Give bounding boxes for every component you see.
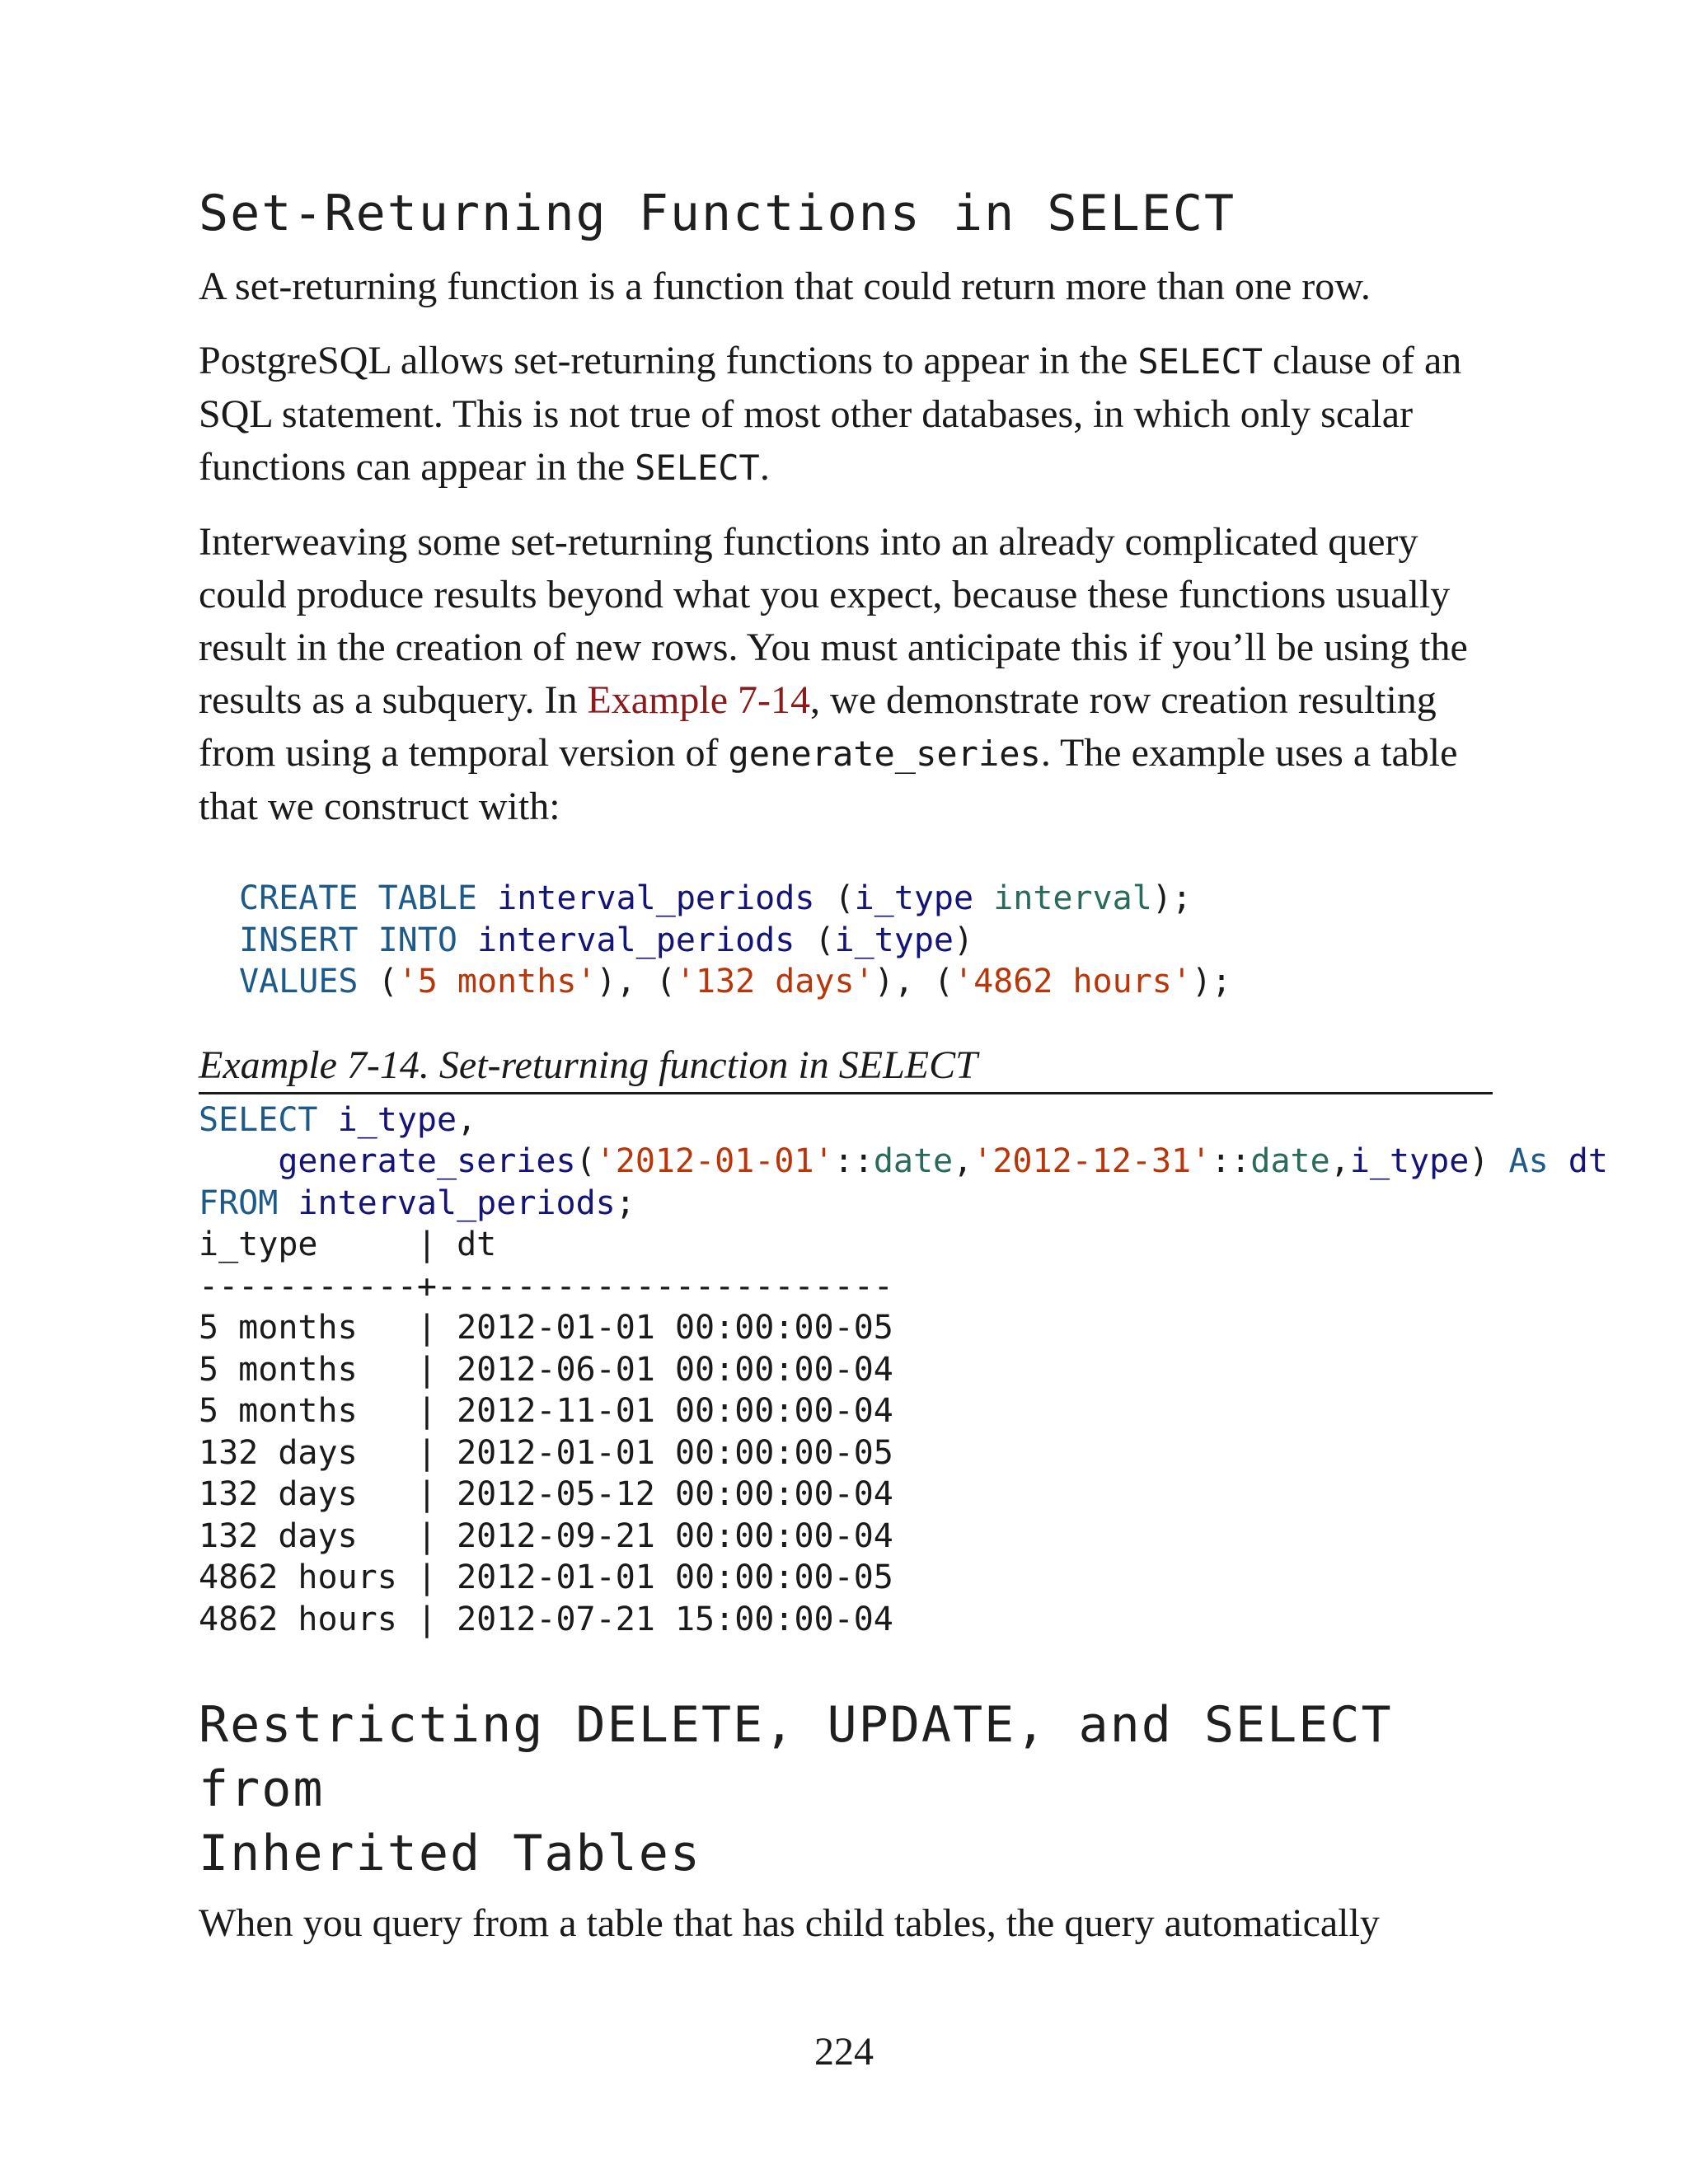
text: . The example uses a table that we construct with: bbox=[199, 731, 1458, 828]
punct: ); bbox=[1151, 879, 1193, 917]
indent bbox=[199, 1142, 278, 1180]
keyword: CREATE bbox=[239, 879, 359, 917]
punct: ( bbox=[575, 1142, 596, 1180]
punct: :: bbox=[833, 1142, 874, 1180]
keyword: TABLE bbox=[377, 879, 478, 917]
section-heading-restricting bbox=[199, 1693, 1493, 1886]
punct: ), ( bbox=[874, 963, 954, 1001]
punct: , bbox=[953, 1142, 973, 1180]
paragraph-child-tables: When you query from a table that has child tables, the query automatically bbox=[199, 1901, 1380, 1945]
identifier: i_type bbox=[834, 921, 954, 959]
paragraph-postgresql-allows bbox=[199, 335, 1493, 494]
inline-code-generate-series: generate_series bbox=[728, 733, 1041, 774]
example-7-14-link[interactable]: Example 7-14 bbox=[587, 678, 811, 722]
identifier: interval_periods bbox=[298, 1183, 616, 1222]
punct: , bbox=[457, 1100, 477, 1139]
inline-code-select: SELECT bbox=[1137, 341, 1264, 382]
punct: ) bbox=[1469, 1142, 1509, 1180]
punct: ( bbox=[795, 921, 835, 959]
punct: ( bbox=[814, 879, 855, 917]
keyword: INTO bbox=[377, 921, 457, 959]
paragraph-definition: A set-returning function is a function that could return more than one row. bbox=[199, 265, 1371, 308]
punct: , bbox=[1329, 1142, 1350, 1180]
result-separator: -----------+----------------------- bbox=[199, 1267, 893, 1305]
punct: ( bbox=[358, 963, 398, 1001]
heading-line: Restricting DELETE, UPDATE, and SELECT from bbox=[199, 1696, 1424, 1818]
keyword: VALUES bbox=[239, 963, 359, 1001]
type: date bbox=[1250, 1142, 1330, 1180]
punct: ) bbox=[954, 921, 974, 959]
keyword: SELECT bbox=[199, 1100, 318, 1139]
punct: ); bbox=[1191, 963, 1232, 1001]
string: '5 months' bbox=[397, 963, 597, 1001]
example-caption: Example 7-14. Set-returning function in SELECT bbox=[199, 1041, 1493, 1094]
punct: ; bbox=[615, 1183, 635, 1222]
result-row: 132 days | 2012-05-12 00:00:00-04 bbox=[199, 1475, 893, 1513]
identifier: interval_periods bbox=[477, 921, 795, 959]
text: . bbox=[759, 445, 770, 489]
keyword: FROM bbox=[199, 1183, 279, 1222]
string: '2012-12-31' bbox=[973, 1142, 1212, 1180]
example-query-code-block bbox=[199, 1099, 1608, 1641]
result-header: i_type | dt bbox=[199, 1226, 497, 1263]
section-heading-set-returning: Set-Returning Functions in SELECT bbox=[199, 185, 1236, 242]
create-table-code-block bbox=[239, 878, 1493, 1003]
type: date bbox=[873, 1142, 954, 1180]
string: '2012-01-01' bbox=[595, 1142, 834, 1180]
text: PostgreSQL allows set-returning functions to appear in the bbox=[199, 339, 1138, 382]
page-content bbox=[199, 181, 1608, 1950]
text: Interweaving some set-returning functions into an already complicated query could produce results beyond what you expect, because these functions usually result in the creation of new rows. You must anticipate this if you’ll be using the results as a subquery. In bbox=[199, 520, 1468, 722]
page-number: 224 bbox=[814, 2030, 874, 2074]
identifier: interval_periods bbox=[497, 879, 815, 917]
result-row: 4862 hours | 2012-07-21 15:00:00-04 bbox=[199, 1600, 893, 1638]
result-row: 132 days | 2012-09-21 00:00:00-04 bbox=[199, 1516, 893, 1555]
keyword: As bbox=[1508, 1142, 1549, 1180]
result-row: 4862 hours | 2012-01-01 00:00:00-05 bbox=[199, 1558, 893, 1596]
identifier: i_type bbox=[337, 1100, 457, 1139]
identifier: i_type bbox=[854, 879, 974, 917]
identifier: i_type bbox=[1349, 1142, 1470, 1180]
type: interval bbox=[993, 879, 1152, 917]
identifier: dt bbox=[1568, 1142, 1608, 1180]
result-row: 5 months | 2012-06-01 00:00:00-04 bbox=[199, 1350, 893, 1389]
function-name: generate_series bbox=[278, 1142, 576, 1180]
inline-code-select: SELECT bbox=[635, 448, 760, 488]
heading-line: Inherited Tables bbox=[199, 1825, 701, 1882]
string: '4862 hours' bbox=[953, 963, 1192, 1001]
keyword: INSERT bbox=[239, 921, 359, 959]
result-row: 132 days | 2012-01-01 00:00:00-05 bbox=[199, 1433, 893, 1472]
punct: ), ( bbox=[596, 963, 676, 1001]
text: clause of an SQL statement. This is not true of most other databases, in which only scalar functions can appear in the bbox=[199, 339, 1462, 489]
string: '132 days' bbox=[675, 963, 874, 1001]
punct: :: bbox=[1211, 1142, 1251, 1180]
text: , we demonstrate row creation resulting from using a temporal version of bbox=[199, 678, 1437, 775]
result-row: 5 months | 2012-11-01 00:00:00-04 bbox=[199, 1392, 893, 1430]
paragraph-interweaving bbox=[199, 516, 1493, 833]
result-row: 5 months | 2012-01-01 00:00:00-05 bbox=[199, 1309, 893, 1347]
